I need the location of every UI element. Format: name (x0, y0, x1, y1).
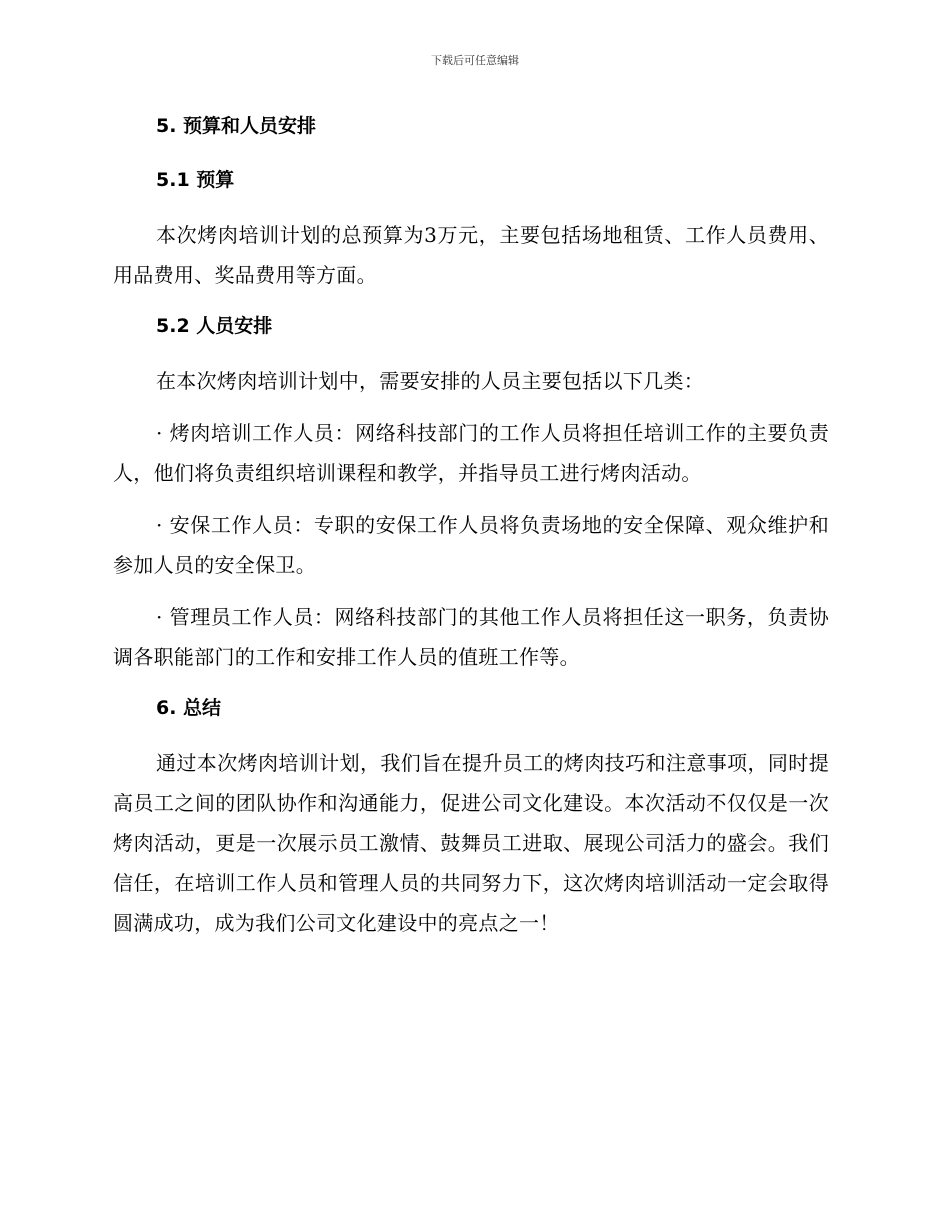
summary-paragraph: 通过本次烤肉培训计划，我们旨在提升员工的烤肉技巧和注意事项，同时提高员工之间的团队协作和沟通能力，促进公司文化建设。本次活动不仅仅是一次烤肉活动，更是一次展示员工激情、鼓舞员工进取、展现公司活力的盛会。我们信任，在培训工作人员和管理人员的共同努力下，这次烤肉培训活动一定会取得圆满成功，成为我们公司文化建设中的亮点之一！ (113, 751, 829, 935)
section-5-heading: 5. 预算和人员安排 (156, 115, 317, 137)
page-header: 下载后可任意编辑 (431, 54, 519, 67)
staff-intro-paragraph: 在本次烤肉培训计划中，需要安排的人员主要包括以下几类： (156, 369, 705, 393)
staff-item-administrators: · 管理员工作人员：网络科技部门的其他工作人员将担任这一职务，负责协调各职能部门的工作和安排工作人员的值班工作等。 (113, 605, 829, 669)
staff-item-trainers: · 烤肉培训工作人员：网络科技部门的工作人员将担任培训工作的主要负责人，他们将负责组织培训课程和教学，并指导员工进行烤肉活动。 (113, 421, 829, 485)
budget-paragraph: 本次烤肉培训计划的总预算为3万元，主要包括场地租赁、工作人员费用、用品费用、奖品费用等方面。 (113, 223, 829, 287)
section-5-1-heading: 5.1 预算 (156, 169, 235, 191)
staff-item-security: · 安保工作人员：专职的安保工作人员将负责场地的安全保障、观众维护和参加人员的安全保卫。 (113, 513, 829, 577)
document-body (113, 107, 829, 955)
section-6-heading: 6. 总结 (156, 697, 222, 719)
section-5-2-heading: 5.2 人员安排 (156, 315, 273, 337)
